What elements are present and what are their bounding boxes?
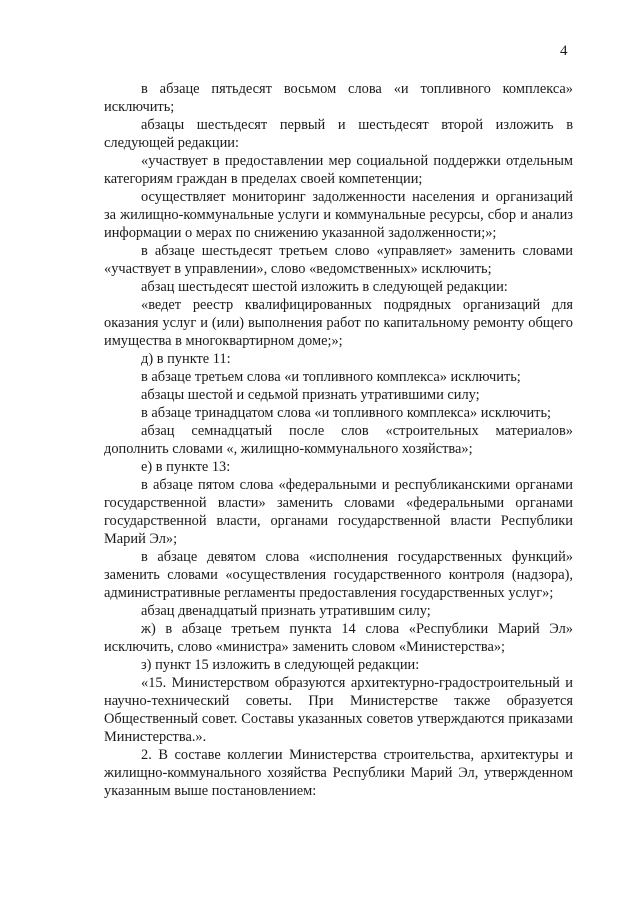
paragraph: в абзаце девятом слова «исполнения государственных функций» заменить словами «осуществления государственного контроля (надзора), административные регламенты предоставления государственных услуг»; [104,549,573,601]
paragraph: д) в пункте 11: [141,351,231,367]
paragraph: осуществляет мониторинг задолженности населения и организаций за жилищно-коммунальные услуги и коммунальные ресурсы, сбор и анализ информации о мерах по снижению указанной задолженности;»; [104,189,573,241]
paragraph: 2. В составе коллегии Министерства строительства, архитектуры и жилищно-коммунального хозяйства Республики Марий Эл, утвержденном указанным выше постановлением: [104,747,573,799]
paragraph: в абзаце третьем слова «и топливного комплекса» исключить; [141,369,521,385]
paragraph: ж) в абзаце третьем пункта 14 слова «Республики Марий Эл» исключить, слово «министра» заменить словом «Министерства»; [104,621,573,655]
document-body [104,80,573,800]
paragraph: «участвует в предоставлении мер социальной поддержки отдельным категориям граждан в пределах своей компетенции; [104,153,573,187]
paragraph: е) в пункте 13: [141,459,231,475]
page-number: 4 [560,43,568,59]
paragraph: в абзаце пятьдесят восьмом слова «и топливного комплекса» исключить; [104,81,573,115]
paragraph: абзацы шестой и седьмой признать утратившими силу; [141,387,480,403]
paragraph: в абзаце тринадцатом слова «и топливного комплекса» исключить; [141,405,552,421]
paragraph: абзац семнадцатый после слов «строительных материалов» дополнить словами «, жилищно-коммунального хозяйства»; [104,423,573,457]
paragraph: в абзаце шестьдесят третьем слово «управляет» заменить словами «участвует в управлении», слово «ведомственных» исключить; [104,243,573,277]
paragraph: в абзаце пятом слова «федеральными и республиканскими органами государственной власти» заменить словами «федеральными органами государственной власти, органами государственной власти Республики Марий Эл»; [104,477,573,547]
paragraph: «15. Министерством образуются архитектурно-градостроительный и научно-технический советы. При Министерстве также образуется Общественный совет. Составы указанных советов утверждаются приказами Министерства.». [104,675,573,745]
paragraph: «ведет реестр квалифицированных подрядных организаций для оказания услуг и (или) выполнения работ по капитальному ремонту общего имущества в многоквартирном доме;»; [104,297,573,349]
paragraph: абзацы шестьдесят первый и шестьдесят второй изложить в следующей редакции: [104,117,573,151]
paragraph: з) пункт 15 изложить в следующей редакции: [141,657,420,673]
paragraph: абзац двенадцатый признать утратившим силу; [141,603,431,619]
paragraph: абзац шестьдесят шестой изложить в следующей редакции: [141,279,508,295]
